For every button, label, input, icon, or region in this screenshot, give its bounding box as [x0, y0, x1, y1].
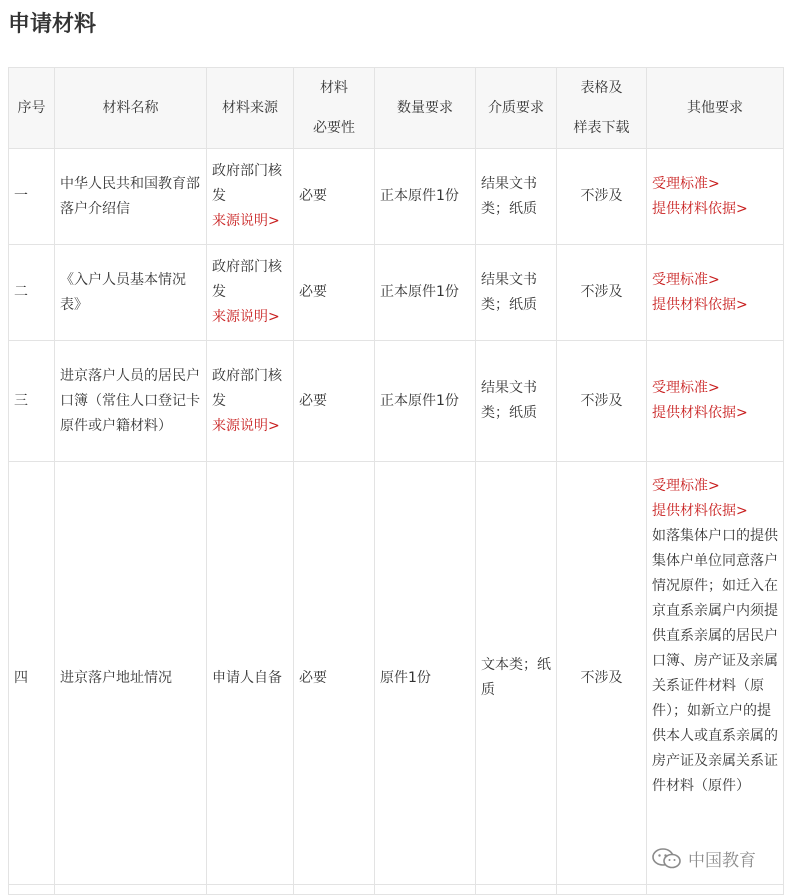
- table-row: [9, 149, 784, 245]
- source-note-link[interactable]: 来源说明>: [212, 417, 280, 434]
- header-other: 其他要求: [647, 68, 784, 149]
- form-download: 不涉及: [557, 462, 647, 895]
- row-index: 一: [9, 149, 55, 245]
- quantity: 正本原件1份: [375, 149, 476, 245]
- header-medium: 介质要求: [476, 68, 557, 149]
- header-form: [557, 68, 647, 149]
- header-name: 材料名称: [55, 68, 207, 149]
- quantity: 正本原件1份: [375, 245, 476, 341]
- acceptance-standard-link[interactable]: 受理标准>: [652, 478, 720, 494]
- table-row: [9, 245, 784, 341]
- header-index: 序号: [9, 68, 55, 149]
- source-text: 申请人自备: [212, 669, 282, 686]
- row-index: 四: [9, 462, 55, 895]
- other-requirements: [647, 149, 784, 245]
- material-name: 《入户人员基本情况表》: [55, 245, 207, 341]
- quantity: 原件1份: [375, 462, 476, 895]
- material-name: 进京落户人员的居民户口簿（常住人口登记卡原件或户籍材料）: [55, 341, 207, 462]
- other-requirements: [647, 341, 784, 462]
- material-basis-link[interactable]: 提供材料依据>: [652, 405, 748, 421]
- material-basis-link[interactable]: 提供材料依据>: [652, 503, 748, 519]
- material-basis-link[interactable]: 提供材料依据>: [652, 296, 748, 313]
- form-download: 不涉及: [557, 245, 647, 341]
- necessity: 必要: [294, 341, 375, 462]
- material-source: [207, 245, 294, 341]
- form-download: 不涉及: [557, 341, 647, 462]
- source-note-link[interactable]: 来源说明>: [212, 309, 280, 325]
- bottom-divider: [8, 884, 783, 885]
- watermark: [652, 846, 756, 871]
- acceptance-standard-link[interactable]: 受理标准>: [652, 271, 720, 288]
- table-row: [9, 462, 784, 895]
- page-title: 申请材料: [8, 12, 97, 37]
- source-text: 政府部门核发: [212, 367, 282, 409]
- material-source: [207, 341, 294, 462]
- medium: 结果文书类；纸质: [476, 341, 557, 462]
- material-name: 中华人民共和国教育部落户介绍信: [55, 149, 207, 245]
- other-requirement-note: 如落集体户口的提供集体户单位同意落户情况原件；如迁入在京直系亲属户内须提供直系亲属的居民户口簿、房产证及亲属关系证件材料（原件）；如新立户的提供本人或直系亲属的房产证及亲属关系证件材料（原件）: [652, 528, 778, 794]
- header-form-line1: 表格及: [580, 80, 623, 96]
- acceptance-standard-link[interactable]: 受理标准>: [652, 380, 720, 396]
- header-necessity-line2: 必要性: [313, 120, 355, 136]
- source-text: 政府部门核发: [212, 259, 282, 300]
- header-form-line2: 样表下载: [573, 120, 630, 136]
- material-name: 进京落户地址情况: [55, 462, 207, 895]
- table-header-row: [9, 68, 784, 149]
- watermark-text: 中国教育: [688, 851, 756, 871]
- header-source: 材料来源: [207, 68, 294, 149]
- table-row: [9, 341, 784, 462]
- acceptance-standard-link[interactable]: 受理标准>: [652, 175, 720, 192]
- material-source: [207, 149, 294, 245]
- material-basis-link[interactable]: 提供材料依据>: [652, 200, 748, 217]
- medium: 结果文书类；纸质: [476, 245, 557, 341]
- quantity: 正本原件1份: [375, 341, 476, 462]
- necessity: 必要: [294, 149, 375, 245]
- materials-table: [8, 67, 784, 895]
- row-index: 二: [9, 245, 55, 341]
- medium: 结果文书类；纸质: [476, 149, 557, 245]
- source-note-link[interactable]: 来源说明>: [212, 213, 280, 229]
- necessity: 必要: [294, 245, 375, 341]
- other-requirements: [647, 462, 784, 895]
- necessity: 必要: [294, 462, 375, 895]
- source-text: 政府部门核发: [212, 163, 282, 204]
- material-source: [207, 462, 294, 895]
- header-necessity-line1: 材料: [320, 80, 348, 96]
- header-necessity: [294, 68, 375, 149]
- row-index: 三: [9, 341, 55, 462]
- medium: 文本类；纸质: [476, 462, 557, 895]
- other-requirements: [647, 245, 784, 341]
- form-download: 不涉及: [557, 149, 647, 245]
- wechat-icon: [652, 848, 682, 870]
- header-quantity: 数量要求: [375, 68, 476, 149]
